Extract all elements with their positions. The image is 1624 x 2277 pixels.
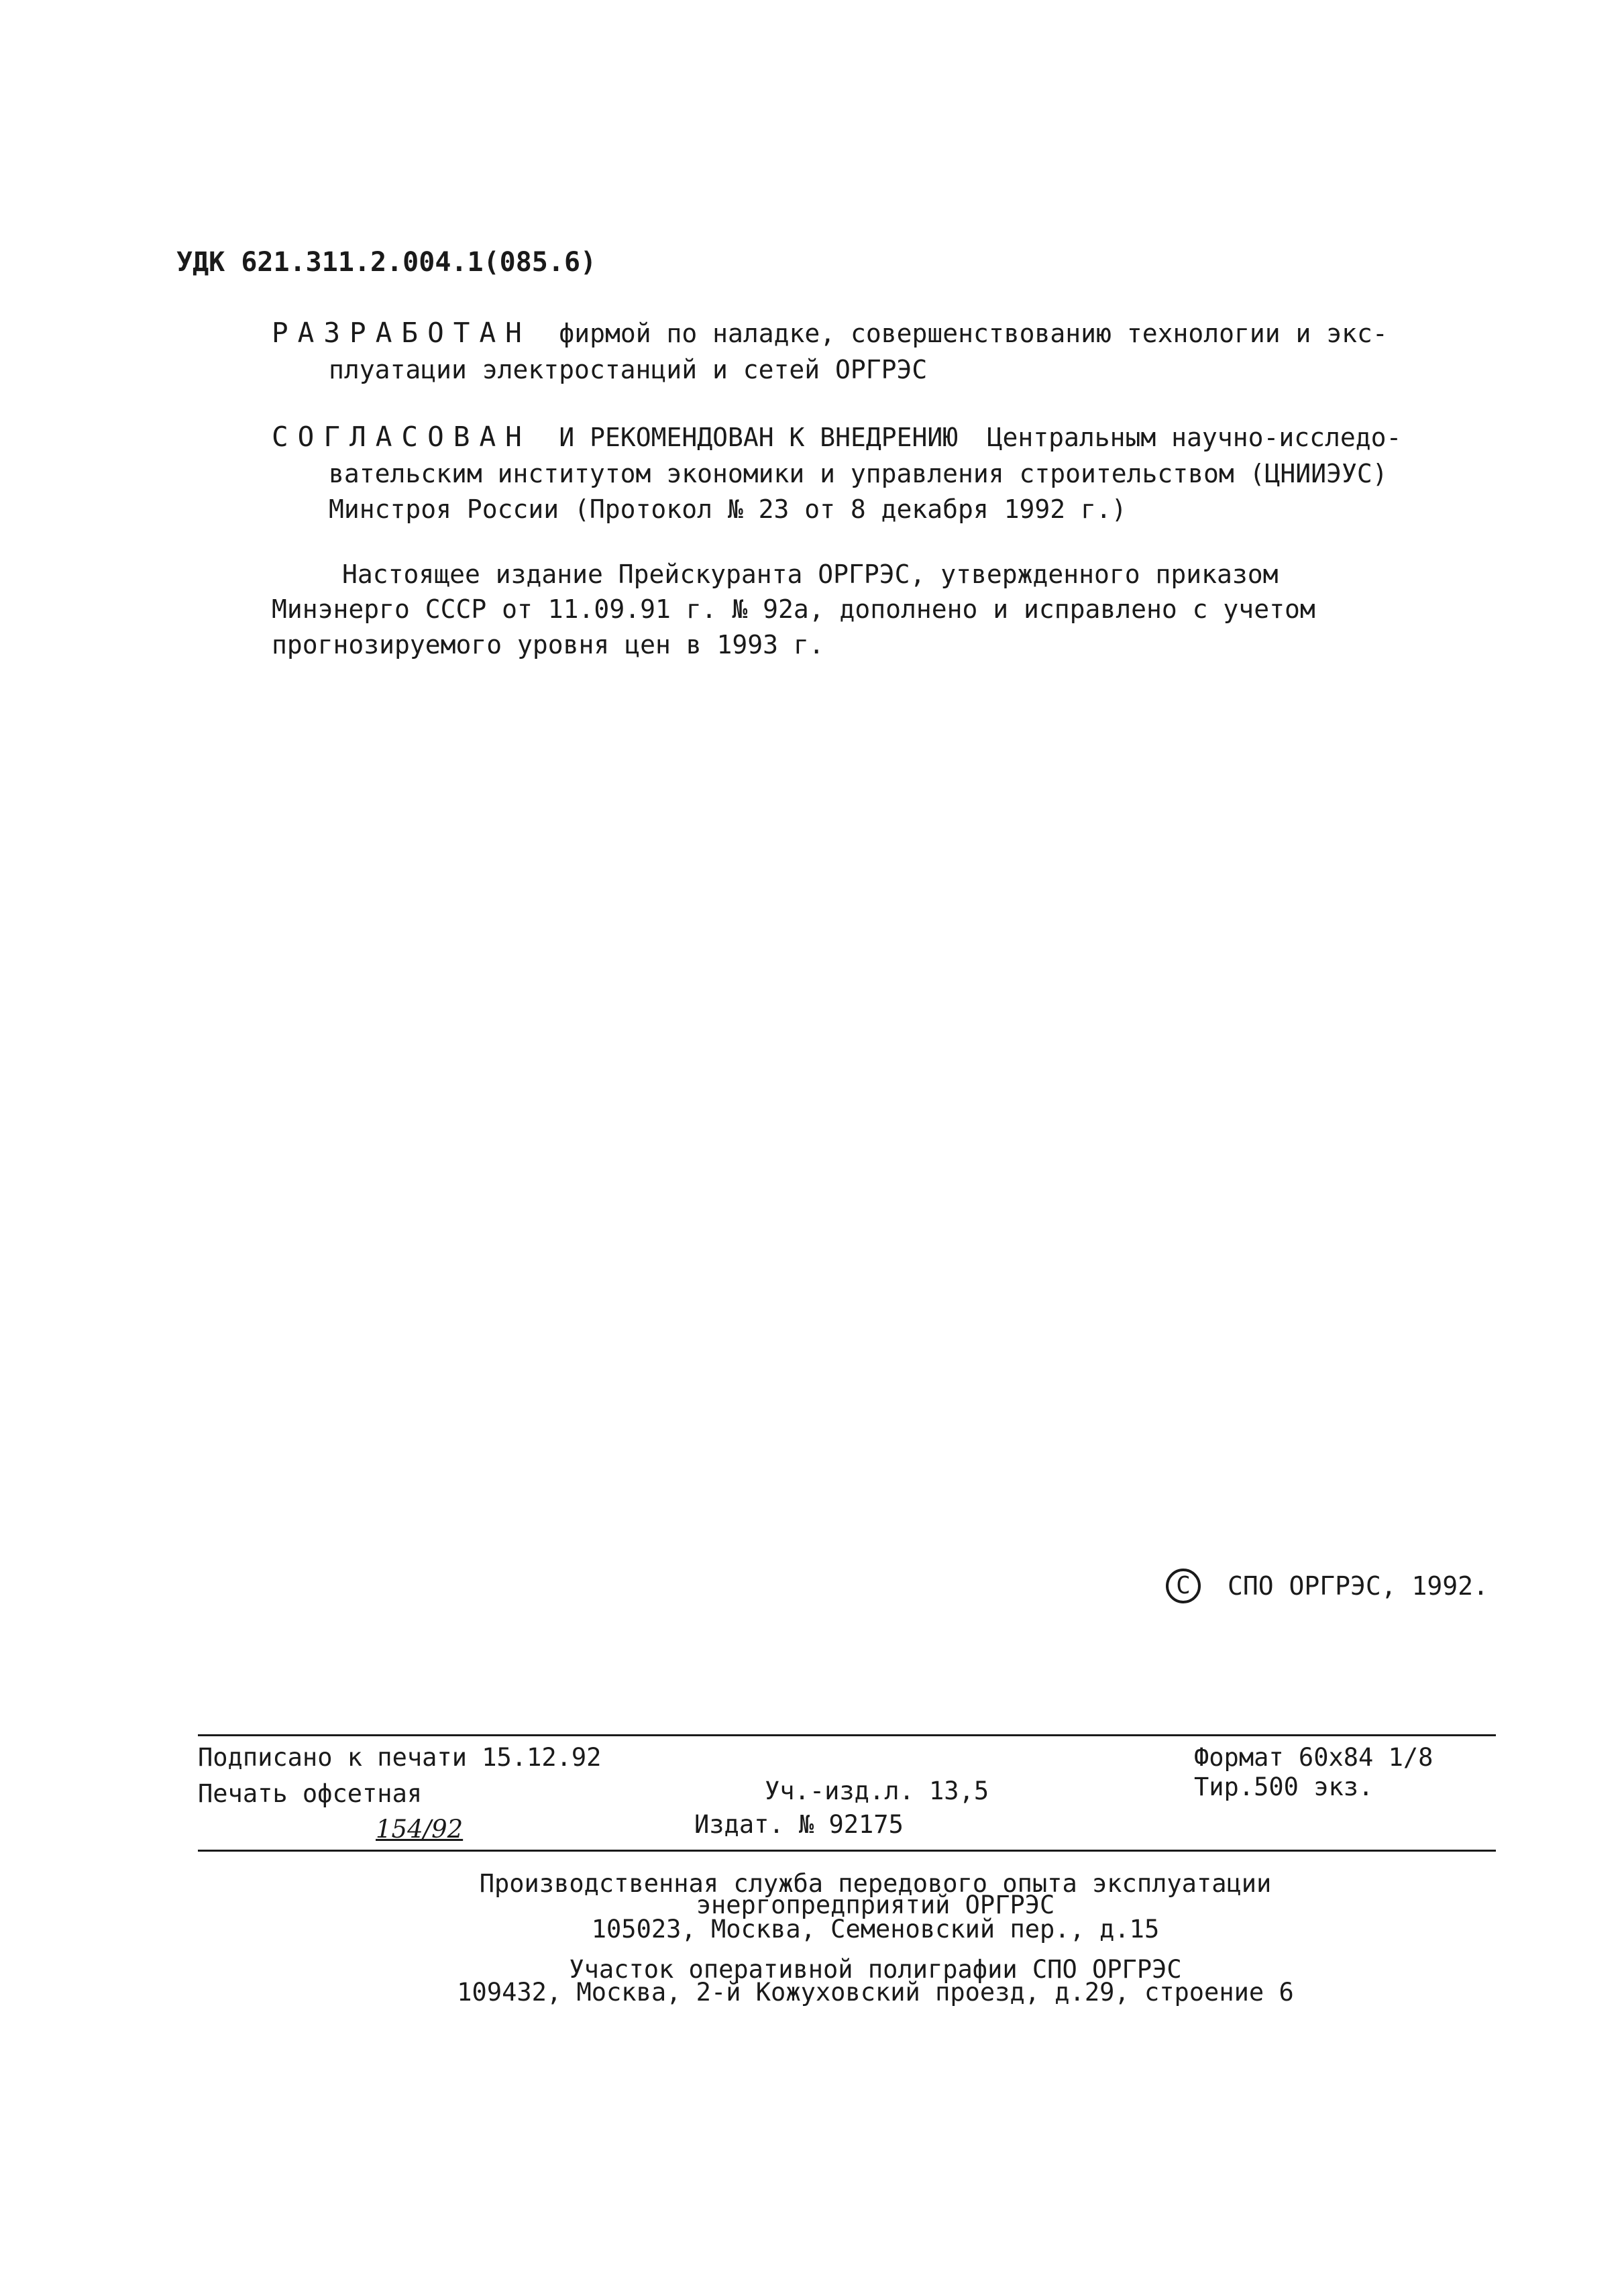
copyright: [1166, 1569, 1488, 1603]
imprint-signed: Подписано к печати 15.12.92: [198, 1743, 602, 1772]
note-line-2: Минэнерго СССР от 11.09.91 г. № 92а, дополнено и исправлено с учетом: [272, 594, 1315, 624]
developed-block: [272, 315, 1388, 352]
imprint-bottom-rule: [198, 1850, 1496, 1852]
imprint-print-type: Печать офсетная: [198, 1779, 423, 1808]
developed-label: РАЗРАБОТАН: [272, 317, 531, 349]
note-line-3: прогнозируемого уровня цен в 1993 г.: [272, 630, 824, 659]
publisher-line-5: 109432, Москва, 2-й Кожуховский проезд, д.29, строение 6: [457, 1978, 1294, 2007]
imprint-run: Тир.500 экз.: [1194, 1772, 1374, 1801]
approved-line-2: вательским институтом экономики и управления строительством (ЦНИИЭУС): [329, 459, 1388, 488]
developed-line-2: плуатации электростанций и сетей ОРГРЭС: [329, 355, 928, 384]
publisher-line-4: Участок оперативной полиграфии СПО ОРГРЭС: [569, 1955, 1182, 1984]
approved-label-2: И РЕКОМЕНДОВАН К ВНЕДРЕНИЮ: [559, 423, 959, 452]
imprint-handwritten-number: 154/92: [376, 1815, 464, 1844]
note-line-1: Настоящее издание Прейскуранта ОРГРЭС, утвержденного приказом: [342, 560, 1279, 589]
imprint-top-rule: [198, 1734, 1496, 1736]
approved-line-1: Центральным научно-исследо-: [987, 423, 1402, 452]
approved-label: СОГЛАСОВАН: [272, 421, 531, 453]
imprint-format: Формат 60х84 1/8: [1194, 1743, 1433, 1772]
copyright-text: СПО ОРГРЭС, 1992.: [1228, 1571, 1488, 1601]
developed-line-1: фирмой по наладке, совершенствованию технологии и экс-: [559, 319, 1388, 348]
approved-block: [272, 419, 1401, 456]
publisher-line-1: Производственная служба передового опыта эксплуатации: [479, 1869, 1272, 1898]
imprint-edition-sheets: Уч.-изд.л. 13,5: [765, 1777, 989, 1805]
udk-code: УДК 621.311.2.004.1(085.6): [176, 247, 597, 278]
publisher-line-3: 105023, Москва, Семеновский пер., д.15: [591, 1915, 1160, 1944]
publisher-line-2: энергопредприятий ОРГРЭС: [696, 1891, 1055, 1919]
imprint-pub-number: Издат. № 92175: [694, 1810, 904, 1839]
approved-line-3: Минстроя России (Протокол № 23 от 8 декабря 1992 г.): [329, 494, 1127, 524]
copyright-icon: C: [1166, 1569, 1201, 1603]
